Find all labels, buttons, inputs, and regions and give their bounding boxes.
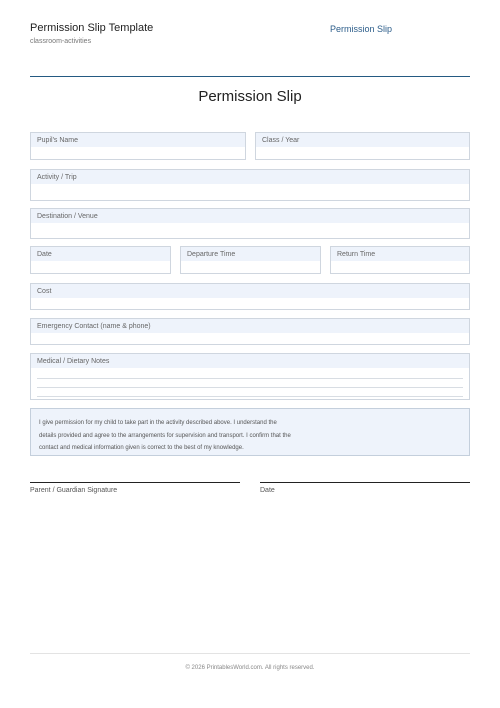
departure-time-label: Departure Time — [181, 247, 320, 261]
form-title: Permission Slip — [198, 88, 302, 105]
footer-rule — [30, 653, 470, 654]
cost-field[interactable] — [30, 283, 470, 310]
notes-line — [37, 387, 463, 388]
signature-date-line[interactable] — [260, 482, 470, 483]
header-title: Permission Slip Template — [30, 22, 154, 34]
activity-trip-label: Activity / Trip — [31, 170, 469, 184]
pupil-name-field[interactable] — [30, 132, 246, 160]
return-time-field[interactable] — [330, 246, 470, 274]
pupil-name-label: Pupil's Name — [31, 133, 245, 147]
declaration-line: details provided and agree to the arrangements for supervision and transport. I confirm that the — [39, 432, 291, 439]
page-header — [30, 22, 470, 62]
class-year-field[interactable] — [255, 132, 470, 160]
signature-date-label: Date — [260, 487, 275, 494]
declaration-text — [39, 417, 349, 455]
header-subtitle: classroom-activities — [30, 38, 92, 45]
date-field[interactable] — [30, 246, 171, 274]
notes-line — [37, 378, 463, 379]
footer-copyright: © 2026 PrintablesWorld.com. All rights reserved. — [185, 665, 315, 671]
parent-signature-label: Parent / Guardian Signature — [30, 487, 118, 494]
cost-label: Cost — [31, 284, 469, 298]
declaration-line: I give permission for my child to take part in the activity described above. I understand the — [39, 420, 277, 426]
date-label: Date — [31, 247, 170, 261]
class-year-label: Class / Year — [256, 133, 469, 147]
emergency-contact-field[interactable] — [30, 318, 470, 345]
notes-line — [37, 396, 463, 397]
departure-time-field[interactable] — [180, 246, 321, 274]
header-badge: Permission Slip — [330, 24, 393, 34]
activity-trip-field[interactable] — [30, 169, 470, 201]
permission-declaration — [30, 408, 470, 456]
declaration-line: contact and medical information given is correct to the best of my knowledge. — [39, 445, 244, 451]
return-time-label: Return Time — [331, 247, 469, 261]
header-rule — [30, 76, 470, 77]
emergency-contact-label: Emergency Contact (name & phone) — [31, 319, 469, 333]
destination-venue-label: Destination / Venue — [31, 209, 469, 223]
parent-signature-line[interactable] — [30, 482, 240, 483]
destination-venue-field[interactable] — [30, 208, 470, 239]
medical-dietary-notes-field[interactable] — [30, 353, 470, 400]
medical-dietary-notes-label: Medical / Dietary Notes — [31, 354, 469, 368]
